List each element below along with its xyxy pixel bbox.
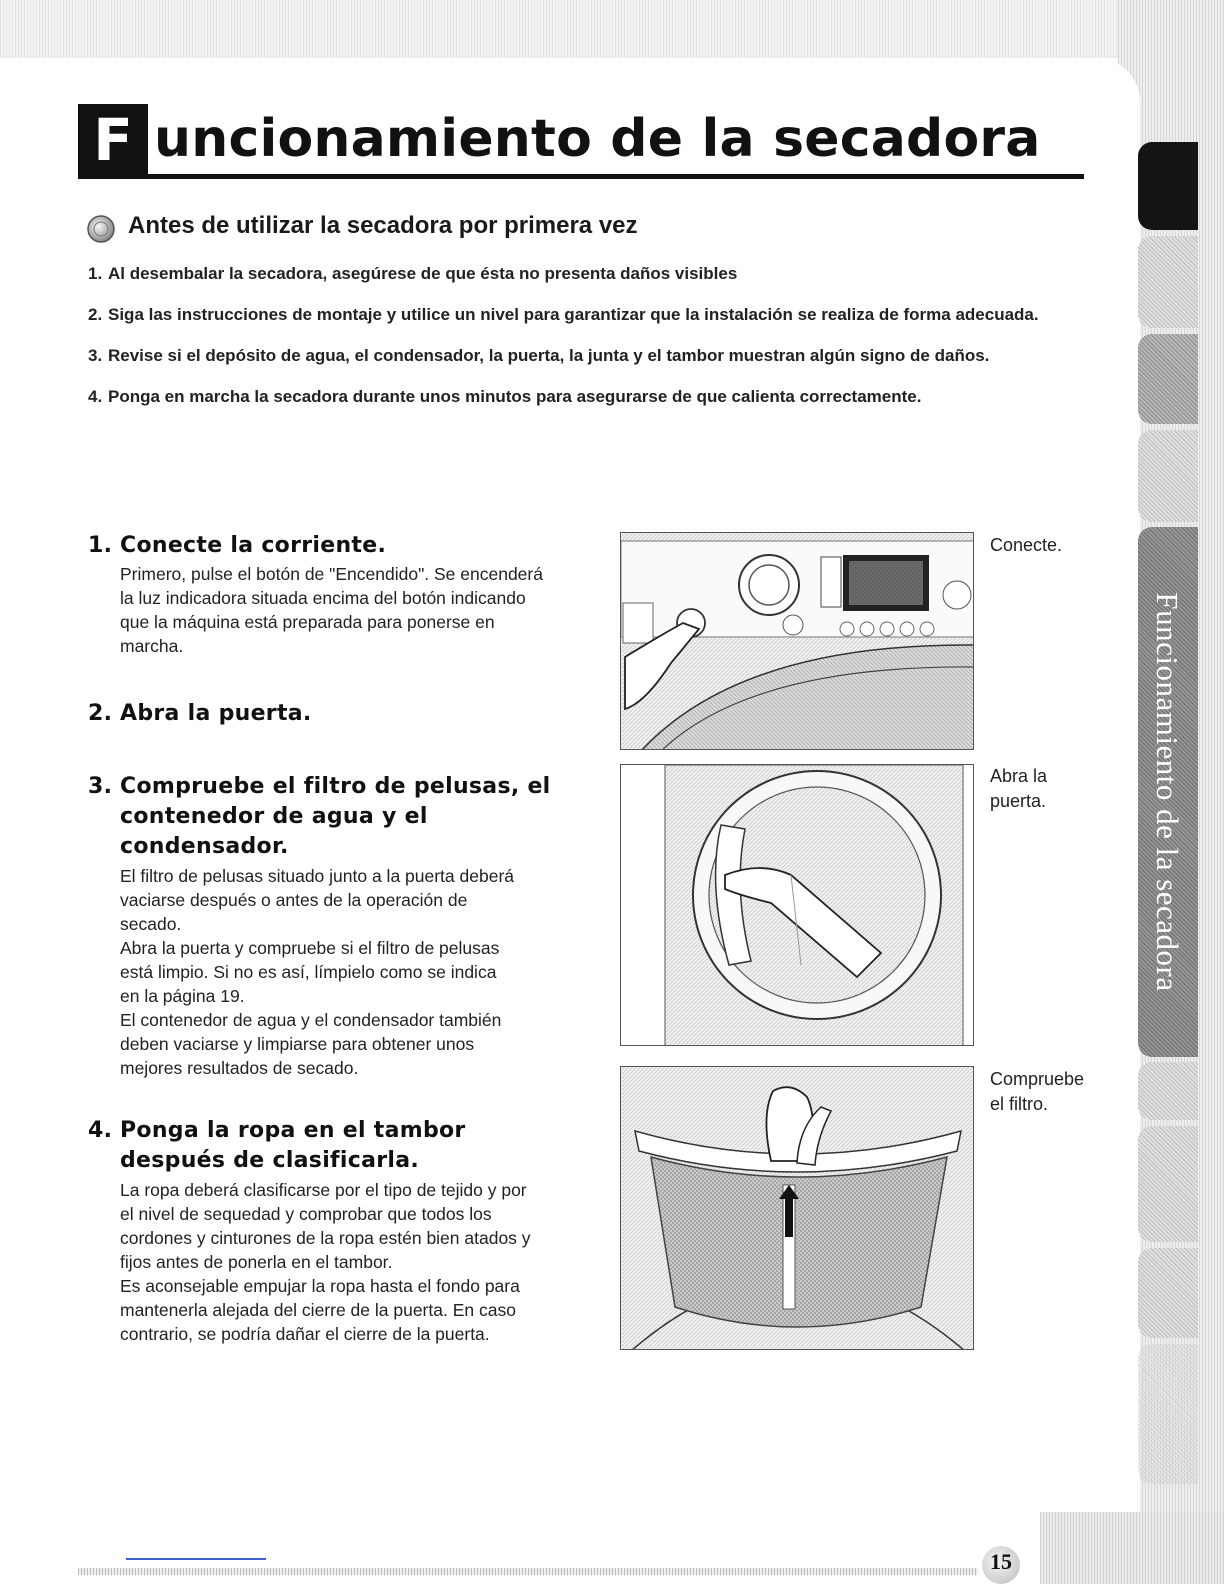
step-title: 3. Compruebe el filtro de pelusas, el contenedor de agua y el condensador. [88, 774, 551, 859]
side-tab-8[interactable] [1138, 1248, 1198, 1338]
step-body: Primero, pulse el botón de "Encendido". Se encenderá la luz indicadora situada encima del botón indicando que la máquina está preparada para ponerse en marcha. [120, 564, 543, 656]
figure-caption: Conecte. [990, 535, 1063, 555]
page-title: uncionamiento de la secadora [154, 109, 1041, 169]
step-title: 2. Abra la puerta. [88, 701, 312, 726]
step-1 [88, 532, 548, 658]
side-tab-4[interactable] [1138, 430, 1198, 522]
power-button-icon [621, 533, 974, 750]
footer-rule [78, 1568, 978, 1575]
list-item: 3. Revise si el depósito de agua, el condensador, la puerta, la junta y el tambor muestran algún signo de daños. [88, 346, 990, 365]
side-tab-1[interactable] [1138, 142, 1198, 230]
figure-caption: Abra la puerta. [990, 766, 1048, 811]
step-body: El filtro de pelusas situado junto a la puerta deberá vaciarse después o antes de la operación de secado. Abra la puerta y compruebe si el filtro de pelusas está limpio. Si no es así, límpielo como se indica en la página 19. El contenedor de agua y el condensador también deben vaciarse y limpiarse para obtener unos mejores resultados de secado. [120, 866, 515, 1078]
page-number: 15 [990, 1549, 1012, 1574]
open-door-illustration [620, 764, 974, 1046]
top-pattern-band [0, 0, 1224, 58]
side-tab-6[interactable] [1138, 1062, 1198, 1120]
step-title: 4. Ponga la ropa en el tambor después de clasificarla. [88, 1118, 466, 1173]
side-tab-3[interactable] [1138, 334, 1198, 424]
side-tab-label: Funcionamiento de la secadora [1150, 592, 1185, 992]
step-3 [88, 772, 558, 1080]
title-underline [78, 174, 1084, 179]
list-item: 2. Siga las instrucciones de montaje y utilice un nivel para garantizar que la instalación se realiza de forma adecuada. [88, 305, 1039, 324]
list-item: 1. Al desembalar la secadora, asegúrese de que ésta no presenta daños visibles [88, 264, 738, 283]
link-underline [126, 1558, 266, 1560]
lint-filter-icon [621, 1067, 974, 1350]
lint-filter-illustration [620, 1066, 974, 1350]
step-title: 1. Conecte la corriente. [88, 533, 387, 558]
side-tab-9[interactable] [1138, 1344, 1198, 1484]
side-tab-7[interactable] [1138, 1126, 1198, 1242]
pre-use-checklist [88, 262, 1048, 426]
title-initial: F [93, 106, 133, 174]
figure-caption: Compruebe el filtro. [990, 1069, 1085, 1114]
power-button-illustration [620, 532, 974, 750]
step-2 [88, 700, 548, 728]
step-body: La ropa deberá clasificarse por el tipo de tejido y por el nivel de sequedad y comprobar que todos los cordones y cinturones de la ropa estén bien atados y fijos antes de ponerla en el tambor. Es aconsejable empujar la ropa hasta el fondo para mantenerla alejada del cierre de la puerta. En caso contrario, se podría dañar el cierre de la puerta. [120, 1180, 531, 1344]
step-4 [88, 1116, 558, 1346]
section-subtitle: Antes de utilizar la secadora por primera vez [128, 212, 638, 239]
list-item: 4. Ponga en marcha la secadora durante unos minutos para asegurarse de que calienta correctamente. [88, 387, 922, 406]
side-tab-2[interactable] [1138, 236, 1198, 328]
round-bullet-icon [86, 214, 116, 244]
open-door-icon [621, 765, 974, 1046]
bottom-pattern-band [1040, 1512, 1224, 1584]
